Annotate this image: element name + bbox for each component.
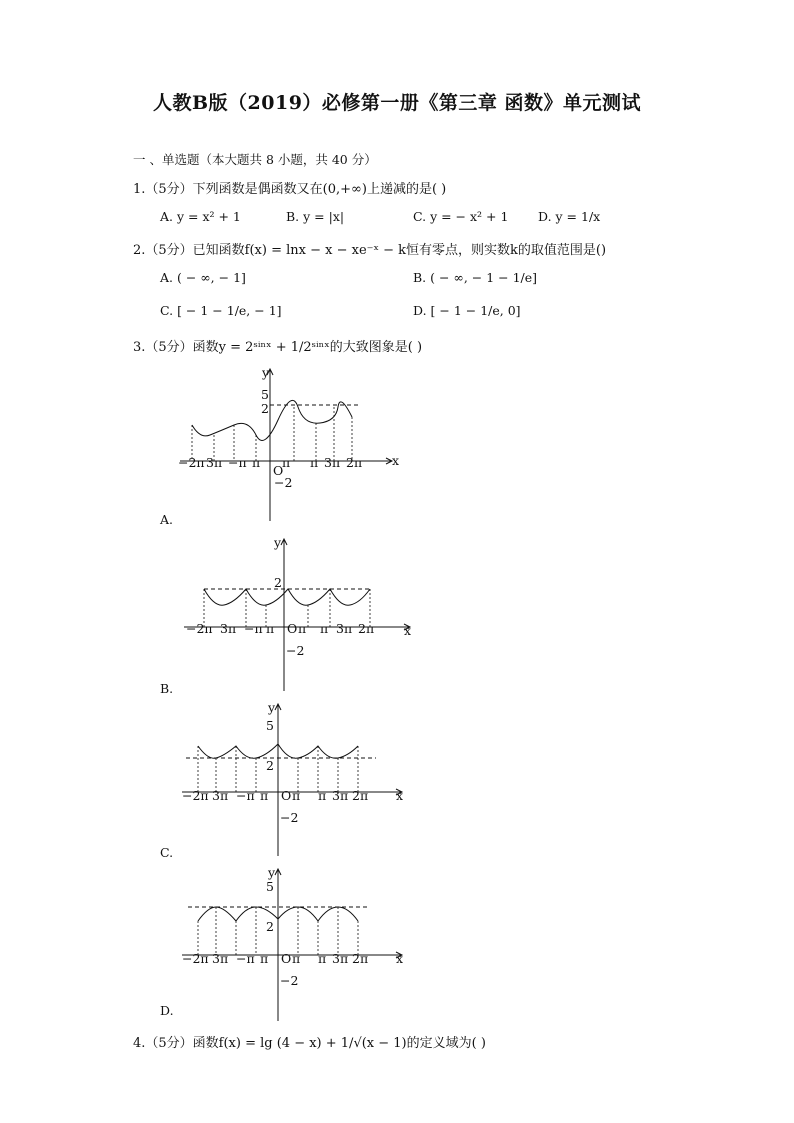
graph-c-y-label: y — [268, 700, 276, 715]
graph-a-tick-pi: π — [310, 455, 319, 470]
graph-b-label: B. — [160, 681, 174, 696]
graph-d-tick-neg-2pi: −2π — [182, 951, 209, 966]
graph-b-x-label: x — [404, 623, 412, 638]
graph-d-tick-neg-3pi: 3π — [212, 951, 229, 966]
graph-c-five: 5 — [266, 718, 274, 733]
graph-d-tick-half-pi: π — [292, 951, 301, 966]
graph-d-y-label: y — [268, 865, 276, 880]
graph-a-tick-2pi: 2π — [346, 455, 363, 470]
graph-b-tick-neg-half-pi: π — [266, 621, 275, 636]
graph-b-two: 2 — [274, 575, 282, 590]
graph-c-label: C. — [160, 845, 174, 860]
question-2-option-c: C. [ − 1 − 1/e, − 1] — [160, 303, 282, 318]
graph-a-tick-neg-3pi: 3π — [206, 455, 223, 470]
graph-c-tick-neg-2pi: −2π — [182, 788, 209, 803]
graph-c-tick-neg-3pi: 3π — [212, 788, 229, 803]
graph-d-tick-neg-half-pi: π — [260, 951, 269, 966]
graph-c-origin: O — [281, 788, 292, 803]
question-4-stem: 4.（5分）函数f(x) = lg (4 − x) + 1/√(x − 1)的定义域为( ) — [133, 1036, 486, 1051]
question-2-option-a: A. ( − ∞, − 1] — [160, 270, 246, 285]
graph-a-five: 5 — [261, 387, 269, 402]
graph-c-x-label: x — [396, 788, 404, 803]
graph-a-origin: O — [273, 463, 284, 478]
section-heading: 一 、单选题（本大题共 8 小题，共 40 分） — [133, 152, 377, 167]
graph-b — [180, 535, 420, 695]
question-1-option-b: B. y = |x| — [286, 209, 345, 224]
graph-c-neg-two: −2 — [280, 810, 299, 825]
page-title: 人教B版（2019）必修第一册《第三章 函数》单元测试 — [152, 92, 642, 114]
graph-a — [170, 365, 410, 525]
graph-c-two: 2 — [266, 758, 274, 773]
graph-c-tick-neg-half-pi: π — [260, 788, 269, 803]
graph-a-label: A. — [160, 512, 174, 527]
graph-d-label: D. — [160, 1003, 174, 1018]
graph-b-tick-neg-2pi: −2π — [186, 621, 213, 636]
graph-b-neg-two: −2 — [286, 643, 305, 658]
graph-d-two: 2 — [266, 919, 274, 934]
graph-a-two: 2 — [261, 401, 269, 416]
graph-d-x-label: x — [396, 951, 404, 966]
graph-c-tick-neg-pi: −π — [236, 788, 255, 803]
graph-d-tick-neg-pi: −π — [236, 951, 255, 966]
graph-b-y-label: y — [274, 535, 282, 550]
graph-b-tick-3pi: 3π — [336, 621, 353, 636]
graph-c — [176, 700, 416, 860]
graph-d-origin: O — [281, 951, 292, 966]
question-1-stem: 1.（5分）下列函数是偶函数又在(0,+∞)上递减的是( ) — [133, 182, 447, 197]
graph-a-neg-two: −2 — [274, 475, 293, 490]
graph-c-tick-2pi: 2π — [352, 788, 369, 803]
graph-c-tick-3pi: 3π — [332, 788, 349, 803]
graph-b-tick-neg-3pi: 3π — [220, 621, 237, 636]
graph-a-tick-neg-pi: −π — [228, 455, 247, 470]
graph-d — [176, 865, 416, 1025]
question-3-stem: 3.（5分）函数y = 2ˢⁱⁿˣ + 1/2ˢⁱⁿˣ的大致图象是( ) — [133, 340, 423, 355]
question-1-option-a: A. y = x² + 1 — [160, 209, 241, 224]
graph-b-tick-neg-pi: −π — [244, 621, 263, 636]
graph-a-tick-half-pi: π — [282, 455, 291, 470]
graph-d-five: 5 — [266, 879, 274, 894]
graph-a-tick-3pi: 3π — [324, 455, 341, 470]
graph-b-tick-2pi: 2π — [358, 621, 375, 636]
graph-a-y-label: y — [262, 365, 270, 380]
graph-d-tick-2pi: 2π — [352, 951, 369, 966]
question-2-option-d: D. [ − 1 − 1/e, 0] — [413, 303, 521, 318]
question-1-option-c: C. y = − x² + 1 — [413, 209, 509, 224]
question-2-stem: 2.（5分）已知函数f(x) = lnx − x − xe⁻ˣ − k恒有零点，则实数k的取值范围是() — [133, 243, 607, 258]
graph-a-x-label: x — [392, 453, 400, 468]
graph-d-neg-two: −2 — [280, 973, 299, 988]
question-1-option-d: D. y = 1/x — [538, 209, 601, 224]
graph-d-tick-pi: π — [318, 951, 327, 966]
graph-b-tick-pi: π — [320, 621, 329, 636]
graph-b-origin: O — [287, 621, 298, 636]
graph-c-tick-half-pi: π — [292, 788, 301, 803]
graph-c-tick-pi: π — [318, 788, 327, 803]
graph-a-tick-neg-half-pi: π — [252, 455, 261, 470]
graph-d-tick-3pi: 3π — [332, 951, 349, 966]
question-2-option-b: B. ( − ∞, − 1 − 1/e] — [413, 270, 538, 285]
graph-b-tick-half-pi: π — [298, 621, 307, 636]
graph-a-tick-neg-2pi: −2π — [178, 455, 205, 470]
